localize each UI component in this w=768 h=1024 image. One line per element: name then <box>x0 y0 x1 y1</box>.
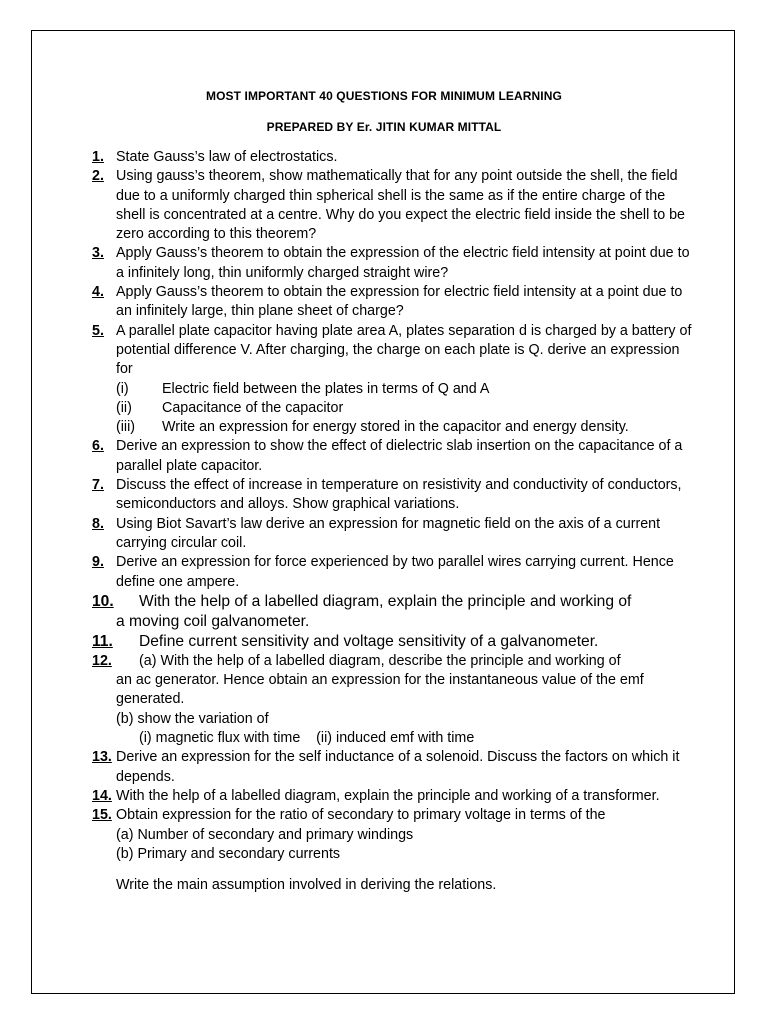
question-number: 14. <box>92 787 112 804</box>
part-text: Write an expression for energy stored in the capacitor and energy density. <box>162 419 629 436</box>
question-number: 12. <box>92 652 112 669</box>
question-text: State Gauss’s law of electrostatics. <box>116 149 338 165</box>
question-text: With the help of a labelled diagram, explain the principle and working of <box>139 592 632 610</box>
question-number: 15. <box>92 807 112 824</box>
question-15-note: Write the main assumption involved in deriving the relations. <box>116 877 497 894</box>
question-text: Obtain expression for the ratio of secondary to primary voltage in terms of the <box>116 807 606 824</box>
question-number: 2. <box>92 168 104 185</box>
question-text: Derive an expression to show the effect of dielectric slab insertion on the capacitance of a parallel plate capacitor. <box>116 438 683 474</box>
question-text: Derive an expression for the self inductance of a solenoid. Discuss the factors on which it depends. <box>116 749 680 785</box>
question-text: Apply Gauss’s theorem to obtain the expression of the electric field intensity at point due to a infinitely long, thin uniformly charged straight wire? <box>116 245 690 281</box>
question-number: 10. <box>92 592 114 610</box>
question-number: 9. <box>92 554 104 571</box>
question-1 <box>92 148 692 167</box>
question-text: Using Biot Savart’s law derive an expression for magnetic field on the axis of a current carrying circular coil. <box>116 515 661 551</box>
question-5 <box>92 322 692 380</box>
question-5-part-iii <box>116 418 692 437</box>
question-number: 13. <box>92 749 112 766</box>
question-12-part-b: (b) show the variation of <box>116 710 269 727</box>
question-8 <box>92 515 692 554</box>
question-3 <box>92 244 692 283</box>
question-5-part-i <box>116 380 692 399</box>
part-label: (ii) <box>116 399 132 416</box>
question-number: 5. <box>92 322 104 339</box>
question-number: 7. <box>92 477 104 494</box>
author-line: PREPARED BY Er. JITIN KUMAR MITTAL <box>266 120 502 134</box>
part-label: (i) <box>116 380 129 397</box>
question-10-continued <box>92 612 692 632</box>
question-15 <box>92 806 692 825</box>
question-text: Discuss the effect of increase in temperature on resistivity and conductivity of conductors, semiconductors and alloys. Show graphical variations. <box>116 477 682 513</box>
part-text: Electric field between the plates in terms of Q and A <box>162 380 490 397</box>
question-number: 8. <box>92 515 104 532</box>
question-12-part-b-items: (i) magnetic flux with time (ii) induced emf with time <box>139 730 475 747</box>
question-text: Using gauss’s theorem, show mathematically that for any point outside the shell, the field due to a uniformly charged thin spherical shell is the same as if the entire charge of the shell is concentrated at a centre. Why do you expect the electric field inside the shell to be zero according to this theorem? <box>116 168 686 243</box>
part-text: Capacitance of the capacitor <box>162 399 344 416</box>
question-number: 1. <box>92 149 104 165</box>
question-15-part-a: (a) Number of secondary and primary windings <box>116 826 414 843</box>
question-text: Define current sensitivity and voltage sensitivity of a galvanometer. <box>139 632 599 650</box>
question-2 <box>92 167 692 244</box>
question-number: 6. <box>92 438 104 455</box>
document-title: MOST IMPORTANT 40 QUESTIONS FOR MINIMUM LEARNING <box>206 89 562 103</box>
question-10 <box>92 592 692 612</box>
question-12-continued: an ac generator. Hence obtain an expression for the instantaneous value of the emf generated. <box>116 672 644 708</box>
question-15-part-b: (b) Primary and secondary currents <box>116 845 341 862</box>
question-text: With the help of a labelled diagram, explain the principle and working of a transformer. <box>116 787 660 804</box>
question-11 <box>92 632 692 652</box>
question-list <box>92 148 692 895</box>
question-12 <box>92 652 692 671</box>
question-9 <box>92 553 692 592</box>
question-13 <box>92 748 692 787</box>
question-text: Derive an expression for force experienced by two parallel wires carrying current. Hence define one ampere. <box>116 554 674 590</box>
question-4 <box>92 283 692 322</box>
part-label: (iii) <box>116 419 136 436</box>
question-text: a moving coil galvanometer. <box>116 612 310 630</box>
question-14 <box>92 787 692 806</box>
question-text: Apply Gauss’s theorem to obtain the expression for electric field intensity at a point due to an infinitely large, thin plane sheet of charge? <box>116 284 683 320</box>
question-number: 11. <box>92 632 113 650</box>
question-text: (a) With the help of a labelled diagram, describe the principle and working of <box>139 652 621 669</box>
question-7 <box>92 476 692 515</box>
question-number: 3. <box>92 245 104 262</box>
question-text: A parallel plate capacitor having plate area A, plates separation d is charged by a battery of potential difference V. After charging, the charge on each plate is Q. derive an expression for <box>116 322 692 378</box>
question-6 <box>92 437 692 476</box>
question-number: 4. <box>92 284 104 301</box>
question-5-part-ii <box>116 399 692 418</box>
